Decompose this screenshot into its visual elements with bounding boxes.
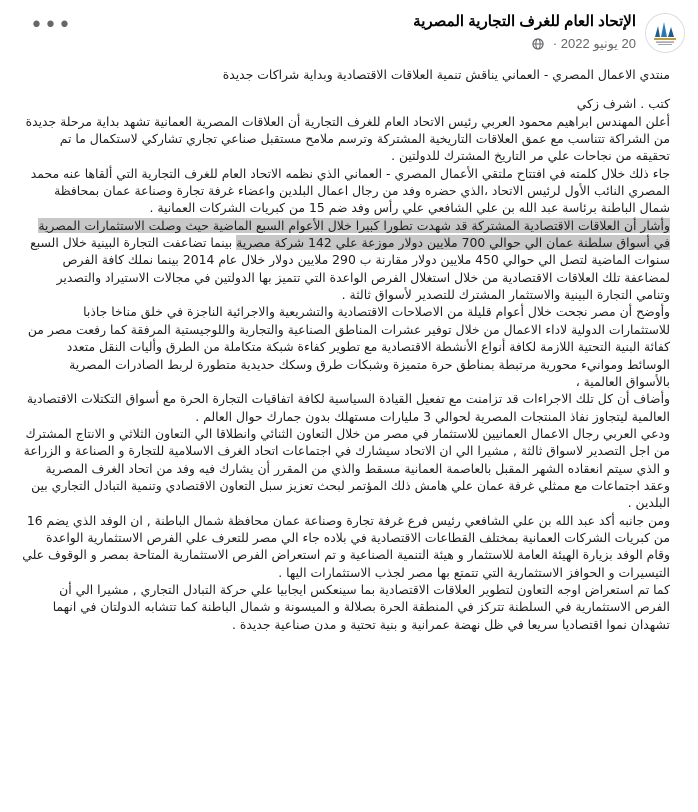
paragraph-4: وأوضح أن مصر نجحت خلال أعوام قليلة من الاصلاحات الاقتصادية والتشريعية والاجرائية الناجزة في خلق مناخا جاذبا للاستثمارات الدولية لاداء الاعمال من خلال توفير عشرات المناطق الصناعية والتجارية واللوجيستية المرفقة كما رفعت مصر من كفائة البنية التحتية اللازمة لكافة أنواع الأنشطة الاقتصادية مع تطوير كفاءة شبكة متكاملة من الطرق وأليات النقل متعدد الوسائط وموانيء محورية مرتبطة بمناطق حرة متميزة وشبكات طرق وسكك حديدية متطورة لربط الصادرات المصرية بالأسواق العالمية ، — [27, 304, 670, 389]
post-byline: كتب . اشرف زكي — [576, 96, 670, 112]
paragraph-6: ودعي العربي رجال الاعمال العمانيين للاستثمار في مصر من خلال التعاون الثنائي وانطلاقا الي التعاون الثلاثي و الانتاج المشترك من اجل التصدير لاسواق ثالثة , مشيرا الي ان الاتحاد سيشارك في اجتماعات اتحاد الغرف الاسلامية للتجارة و الصناعة و الزراعة و الذي سيتم انعقاده الشهر المقبل بالعاصمة العمانية مسقط والذي من المقرر أن يشارك فيه وفد من اتحاد الغرف المصرية وعقد اجتماعات مع ممثلي غرفة عمان علي هامش ذلك المؤتمر لبحث تعزيز سبل التعاون الاقتصادي وتنمية التبادل التجاري بين البلدين . — [23, 425, 670, 511]
more-options-button[interactable]: ••• — [30, 13, 72, 38]
paragraph-3 — [22, 217, 670, 304]
post-meta: 20 يونيو 2022 · — [532, 35, 636, 52]
post-body — [22, 66, 670, 633]
paragraph-8: كما تم استعراض اوجه التعاون لتطوير العلاقات الاقتصادية بما سينعكس ايجابيا علي حركة التبادل التجاري , مشيرا الي أن الفرص الاستثمارية في السلطنة تتركز في المنطقة الحرة بصلالة و الميسونة و شمال الباطنة كما تتشابه الدولتان في انهما تشهدان نموا اقتصاديا سريعا في ظل نهضة عمرانية و بنية تحتية و مدن صناعية جديدة . — [52, 581, 670, 632]
page-avatar[interactable] — [645, 13, 685, 53]
post-date[interactable]: 20 يونيو 2022 — [560, 35, 636, 51]
paragraph-5: وأضاف أن كل تلك الاجراءات قد تزامنت مع تفعيل القيادة السياسية لكافة اتفاقيات التجارة الحرة مع أسواق التكتلات الاقتصادية العالمية ليتجاوز نفاذ المنتجات المصرية لحوالي 3 مليارات مستهلك بدون جمارك حوال العالم . — [26, 391, 670, 424]
paragraph-1: أعلن المهندس ابراهيم محمود العربي رئيس الاتحاد العام للغرف التجارية أن العلاقات المصرية العمانية تشهد بداية مرحلة جديدة من الشراكة تتناسب مع عمق العلاقات التاريخية المشتركة وترسم ملامح مستقبل صناعي تجاري تشاركي لاستكمال ما تم تحقيقه من نجاحات علي مر التاريخ المشترك للدولتين . — [25, 113, 670, 164]
page-name[interactable]: الإتحاد العام للغرف التجارية المصرية — [413, 13, 636, 30]
paragraph-3-rest: بينما تضاعفت التجارة البينية خلال السبع سنوات الماضية لتصل الي حوالي 450 ملايين دولار مقارنة ب 290 ملايين دولار خلال عام 2014 بينما نملك كافة الفرص لمضاعفة تلك العلاقات الاقتصادية من خلال استغلال الفرص الواعدة التي تتميز بها الدولتين في مجالات الاستيراد والتصدير وتنامي التجارة البينية والاستثمار المشترك للتصدير لأسواق ثالثة . — [30, 235, 670, 303]
chamber-logo-icon — [646, 14, 684, 52]
paragraph-7: ومن جانبه أكد عبد الله بن علي الشافعي رئيس فرع غرفة تجارة وصناعة عمان محافظة شمال الباطنة , ان الوفد الذي يضم 16 من كبريات الشركات العمانية بمختلف القطاعات الاقتصادية في بلاده جاء الي مصر للتعرف علي الفرص الاستثمارية الواعدة وقام الوفد بزيارة الهيئة العامة للاستثمار و هيئة التنمية الصناعية و تم استعراض الفرص الاستثمارية المتاحة بمصر و الوقوف علي التيسيرات و الحوافز الاستثمارية التي تتمتع بها مصر لجذب الاستثمارات اليها . — [22, 512, 670, 580]
post-headline: منتدي الاعمال المصري - العماني يناقش تنمية العلاقات الاقتصادية وبداية شراكات جديدة — [222, 67, 670, 82]
highlighted-text: وأشار أن العلاقات الاقتصادية المشتركة قد شهدت تطورا كبيرا خلال الأعوام السبع الماضية حيث وصلت الاستثمارات المصرية في أسواق سلطنة عمان الي حوالي 700 ملايين دولار موزعة علي 142 شركة مصرية — [38, 217, 670, 251]
paragraph-2: جاء ذلك خلال كلمته في افتتاح ملتقي الأعمال المصري - العماني الذي نظمه الاتحاد العام للغرف التجارية التي ألقاها عنه محمد المصري النائب الأول لرئيس الاتحاد ،الذي حضره وفد من رجال اعمال البلدين واعضاء غرفة تجارة وصناعة عمان بمحافظة شمال الباطنة برئاسة عبد الله بن علي الشافعي علي رأس وفد ضم 15 من كبريات الشركات العمانية . — [30, 165, 670, 216]
globe-icon — [532, 38, 544, 50]
post-header — [0, 0, 698, 66]
